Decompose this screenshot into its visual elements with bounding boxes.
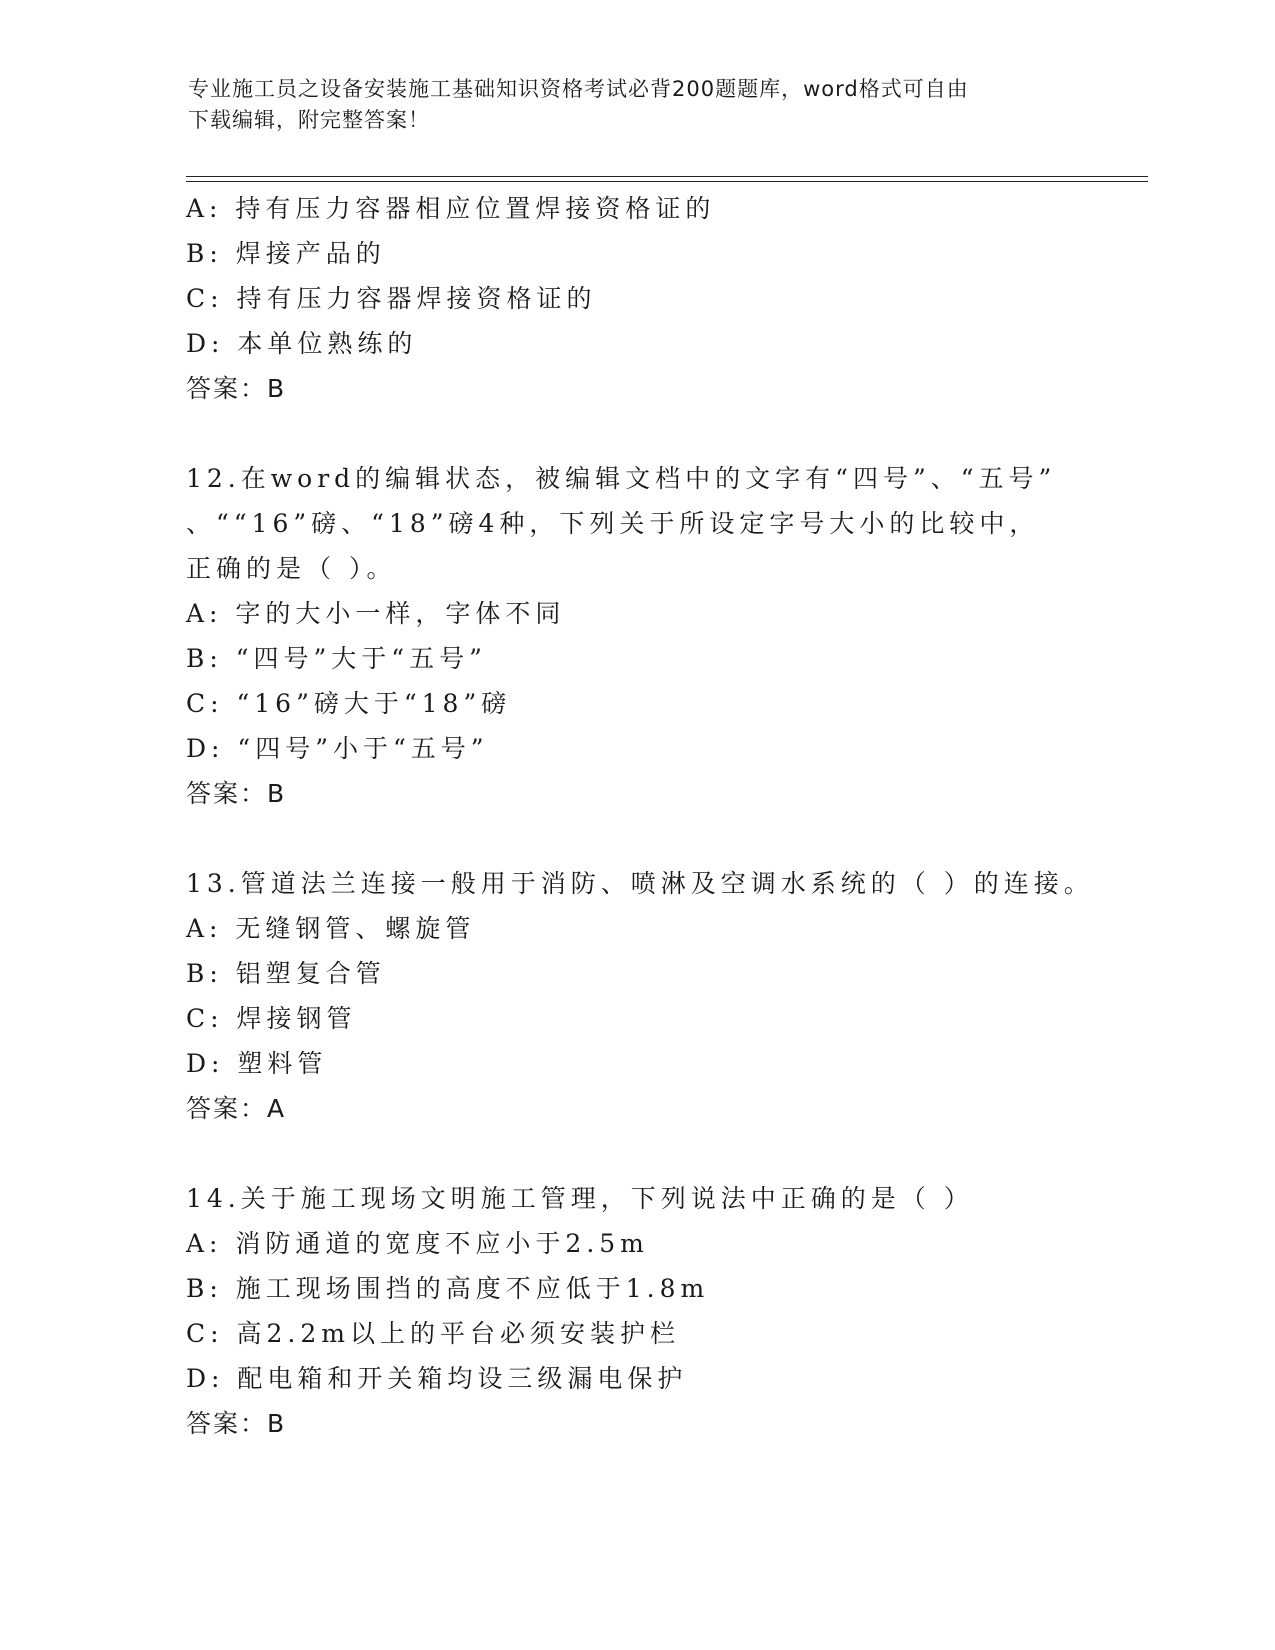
header-line-1: 专业施工员之设备安装施工基础知识资格考试必背200题题库，word格式可自由 bbox=[188, 77, 969, 101]
q12-stem-line-2: 、““16”磅、“18”磅4种，下列关于所设定字号大小的比较中， bbox=[186, 509, 1040, 538]
q12-option-a: A: 字的大小一样，字体不同 bbox=[186, 599, 566, 628]
q14-option-b: B: 施工现场围挡的高度不应低于1.8m bbox=[186, 1274, 710, 1303]
q14-option-a: A: 消防通道的宽度不应小于2.5m bbox=[186, 1229, 649, 1258]
q12-option-c: C: “16”磅大于“18”磅 bbox=[186, 689, 512, 718]
q12-answer: 答案：B bbox=[186, 779, 287, 808]
q14-answer: 答案：B bbox=[186, 1409, 287, 1438]
q12-stem-line-1: 12.在word的编辑状态，被编辑文档中的文字有“四号”、“五号” bbox=[186, 464, 1057, 493]
q11-option-b: B: 焊接产品的 bbox=[186, 239, 386, 268]
q14-stem-line-1: 14.关于施工现场文明施工管理，下列说法中正确的是（ ） bbox=[186, 1184, 974, 1213]
q12-option-b: B: “四号”大于“五号” bbox=[186, 644, 487, 673]
q14-option-c: C: 高2.2m以上的平台必须安装护栏 bbox=[186, 1319, 680, 1348]
q11-answer: 答案：B bbox=[186, 374, 287, 403]
header-divider-top bbox=[186, 176, 1148, 177]
q13-option-b: B: 铝塑复合管 bbox=[186, 959, 386, 988]
q13-stem-line-1: 13.管道法兰连接一般用于消防、喷淋及空调水系统的（ ）的连接。 bbox=[186, 869, 1094, 898]
q12-stem-line-3: 正确的是（ ）。 bbox=[186, 554, 397, 583]
header-divider-bottom bbox=[186, 181, 1148, 182]
q13-option-a: A: 无缝钢管、螺旋管 bbox=[186, 914, 476, 943]
q11-option-a: A: 持有压力容器相应位置焊接资格证的 bbox=[186, 194, 716, 223]
q11-option-c: C: 持有压力容器焊接资格证的 bbox=[186, 284, 597, 313]
q12-option-d: D: “四号”小于“五号” bbox=[186, 734, 489, 763]
q13-answer: 答案：A bbox=[186, 1094, 287, 1123]
q13-option-c: C: 焊接钢管 bbox=[186, 1004, 357, 1033]
q11-option-d: D: 本单位熟练的 bbox=[186, 329, 418, 358]
document-header bbox=[188, 74, 1068, 136]
q13-option-d: D: 塑料管 bbox=[186, 1049, 328, 1078]
header-line-2: 下载编辑，附完整答案！ bbox=[188, 108, 430, 132]
q14-option-d: D: 配电箱和开关箱均设三级漏电保护 bbox=[186, 1364, 688, 1393]
